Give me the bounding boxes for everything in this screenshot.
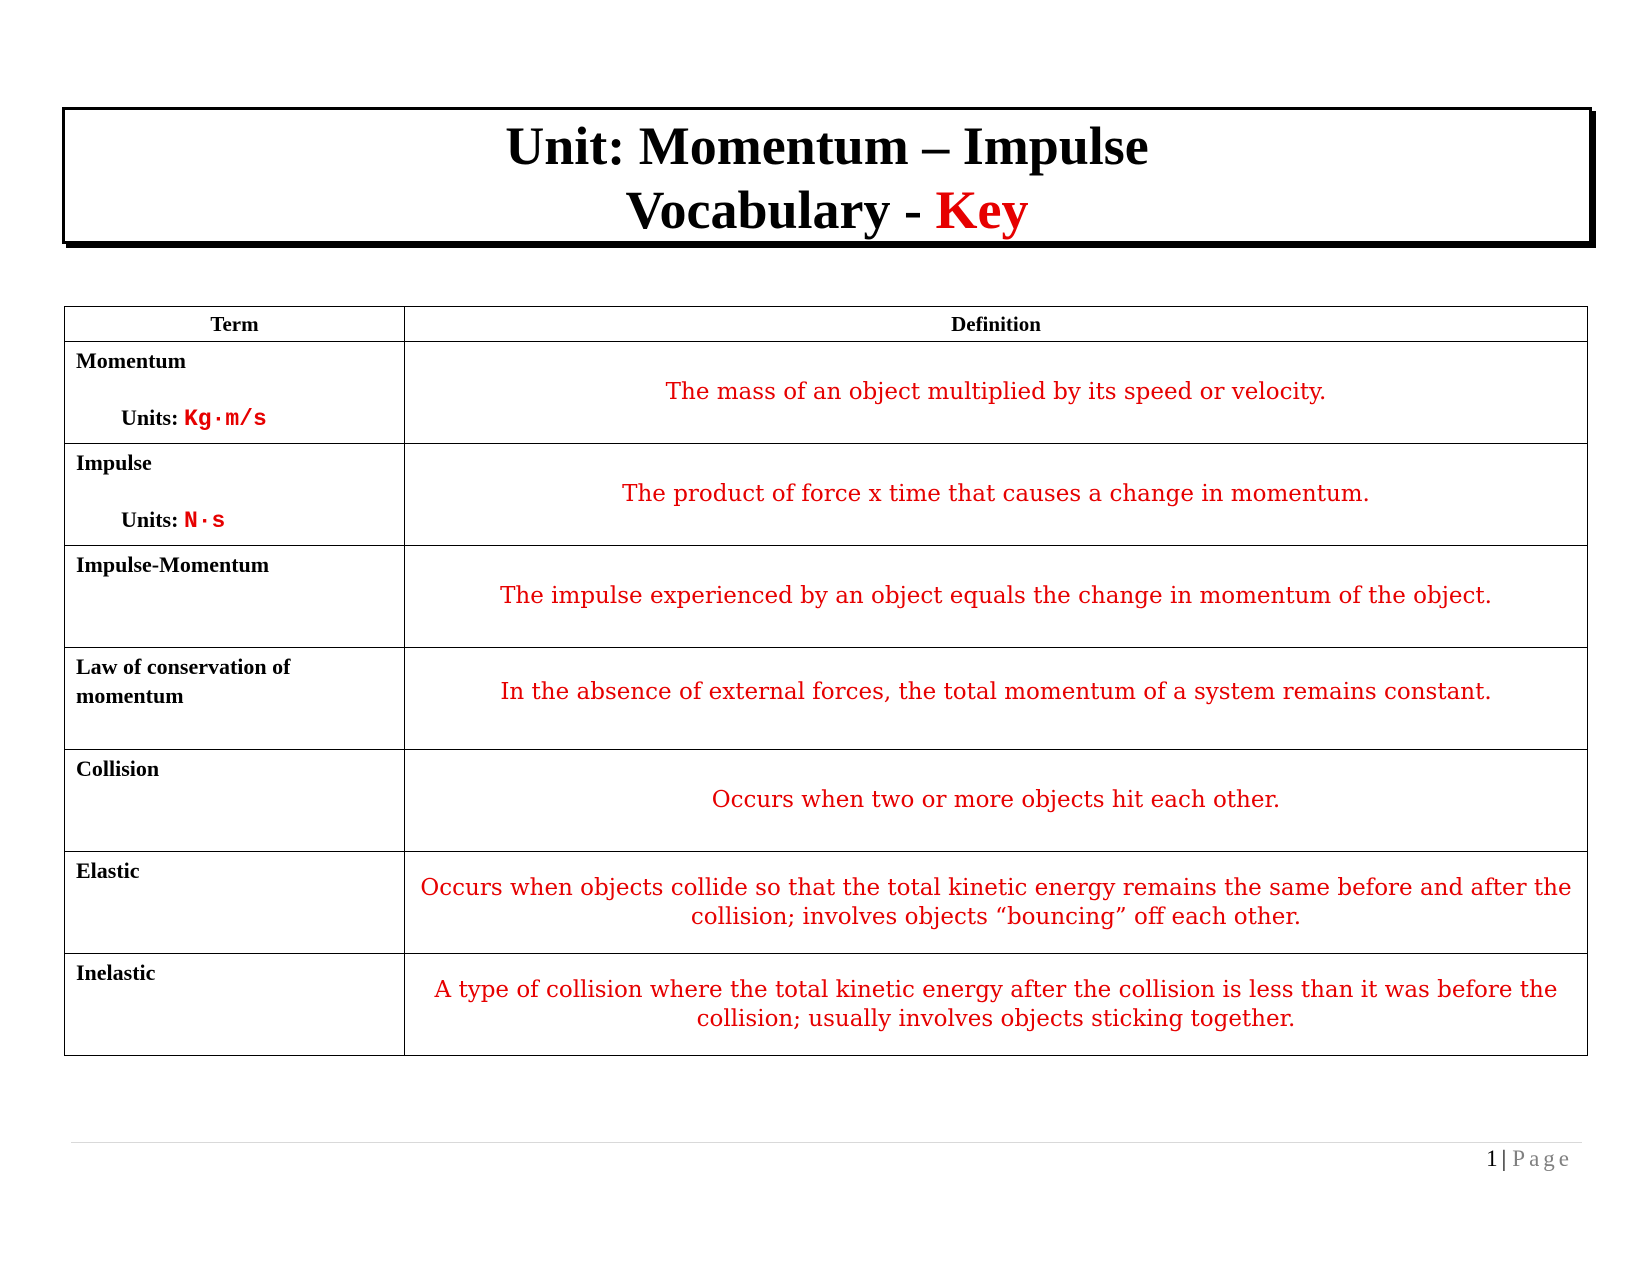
title-box bbox=[62, 107, 1592, 244]
definition-cell: Occurs when objects collide so that the total kinetic energy remains the same before and after the collision; involves objects “bouncing” off each other. bbox=[405, 852, 1588, 954]
term-text: Law of conservation of momentum bbox=[76, 654, 291, 708]
key-label: Key bbox=[935, 180, 1029, 240]
term-text: Elastic bbox=[76, 858, 140, 883]
column-header-definition: Definition bbox=[405, 307, 1588, 342]
table-header-row bbox=[65, 307, 1588, 342]
units-label: Units: bbox=[121, 405, 179, 430]
vocabulary-table bbox=[64, 306, 1588, 1056]
term-cell bbox=[65, 852, 405, 954]
units-label: Units: bbox=[121, 507, 179, 532]
footer-divider bbox=[71, 1142, 1582, 1143]
definition-cell: The product of force x time that causes a change in momentum. bbox=[405, 444, 1588, 546]
term-text: Impulse bbox=[76, 450, 152, 475]
page-separator: | bbox=[1501, 1146, 1507, 1171]
table-row bbox=[65, 852, 1588, 954]
units-line bbox=[121, 403, 394, 434]
term-cell bbox=[65, 750, 405, 852]
units-value: Kg·m/s bbox=[183, 406, 267, 432]
subtitle-prefix: Vocabulary - bbox=[625, 180, 936, 240]
column-header-term: Term bbox=[65, 307, 405, 342]
definition-cell: Occurs when two or more objects hit each other. bbox=[405, 750, 1588, 852]
page-title: Unit: Momentum – Impulse bbox=[505, 116, 1149, 176]
term-cell bbox=[65, 648, 405, 750]
page-subtitle bbox=[65, 178, 1589, 242]
term-text: Collision bbox=[76, 756, 160, 781]
term-cell bbox=[65, 954, 405, 1056]
page-label: Page bbox=[1512, 1146, 1573, 1171]
term-cell bbox=[65, 342, 405, 444]
units-value: N·s bbox=[183, 508, 226, 534]
term-text: Impulse-Momentum bbox=[76, 552, 270, 577]
table-row bbox=[65, 954, 1588, 1056]
page-footer bbox=[1486, 1146, 1573, 1172]
definition-cell: A type of collision where the total kinetic energy after the collision is less than it was before the collision; usually involves objects sticking together. bbox=[405, 954, 1588, 1056]
term-cell bbox=[65, 444, 405, 546]
definition-cell: The mass of an object multiplied by its speed or velocity. bbox=[405, 342, 1588, 444]
table-row bbox=[65, 750, 1588, 852]
term-text: Momentum bbox=[76, 348, 186, 373]
table-row bbox=[65, 648, 1588, 750]
term-cell bbox=[65, 546, 405, 648]
definition-cell: The impulse experienced by an object equals the change in momentum of the object. bbox=[405, 546, 1588, 648]
units-line bbox=[121, 505, 394, 536]
definition-cell: In the absence of external forces, the total momentum of a system remains constant. bbox=[405, 648, 1588, 750]
table-row bbox=[65, 342, 1588, 444]
table-row bbox=[65, 444, 1588, 546]
table-row bbox=[65, 546, 1588, 648]
term-text: Inelastic bbox=[76, 960, 156, 985]
page-number: 1 bbox=[1486, 1146, 1498, 1171]
